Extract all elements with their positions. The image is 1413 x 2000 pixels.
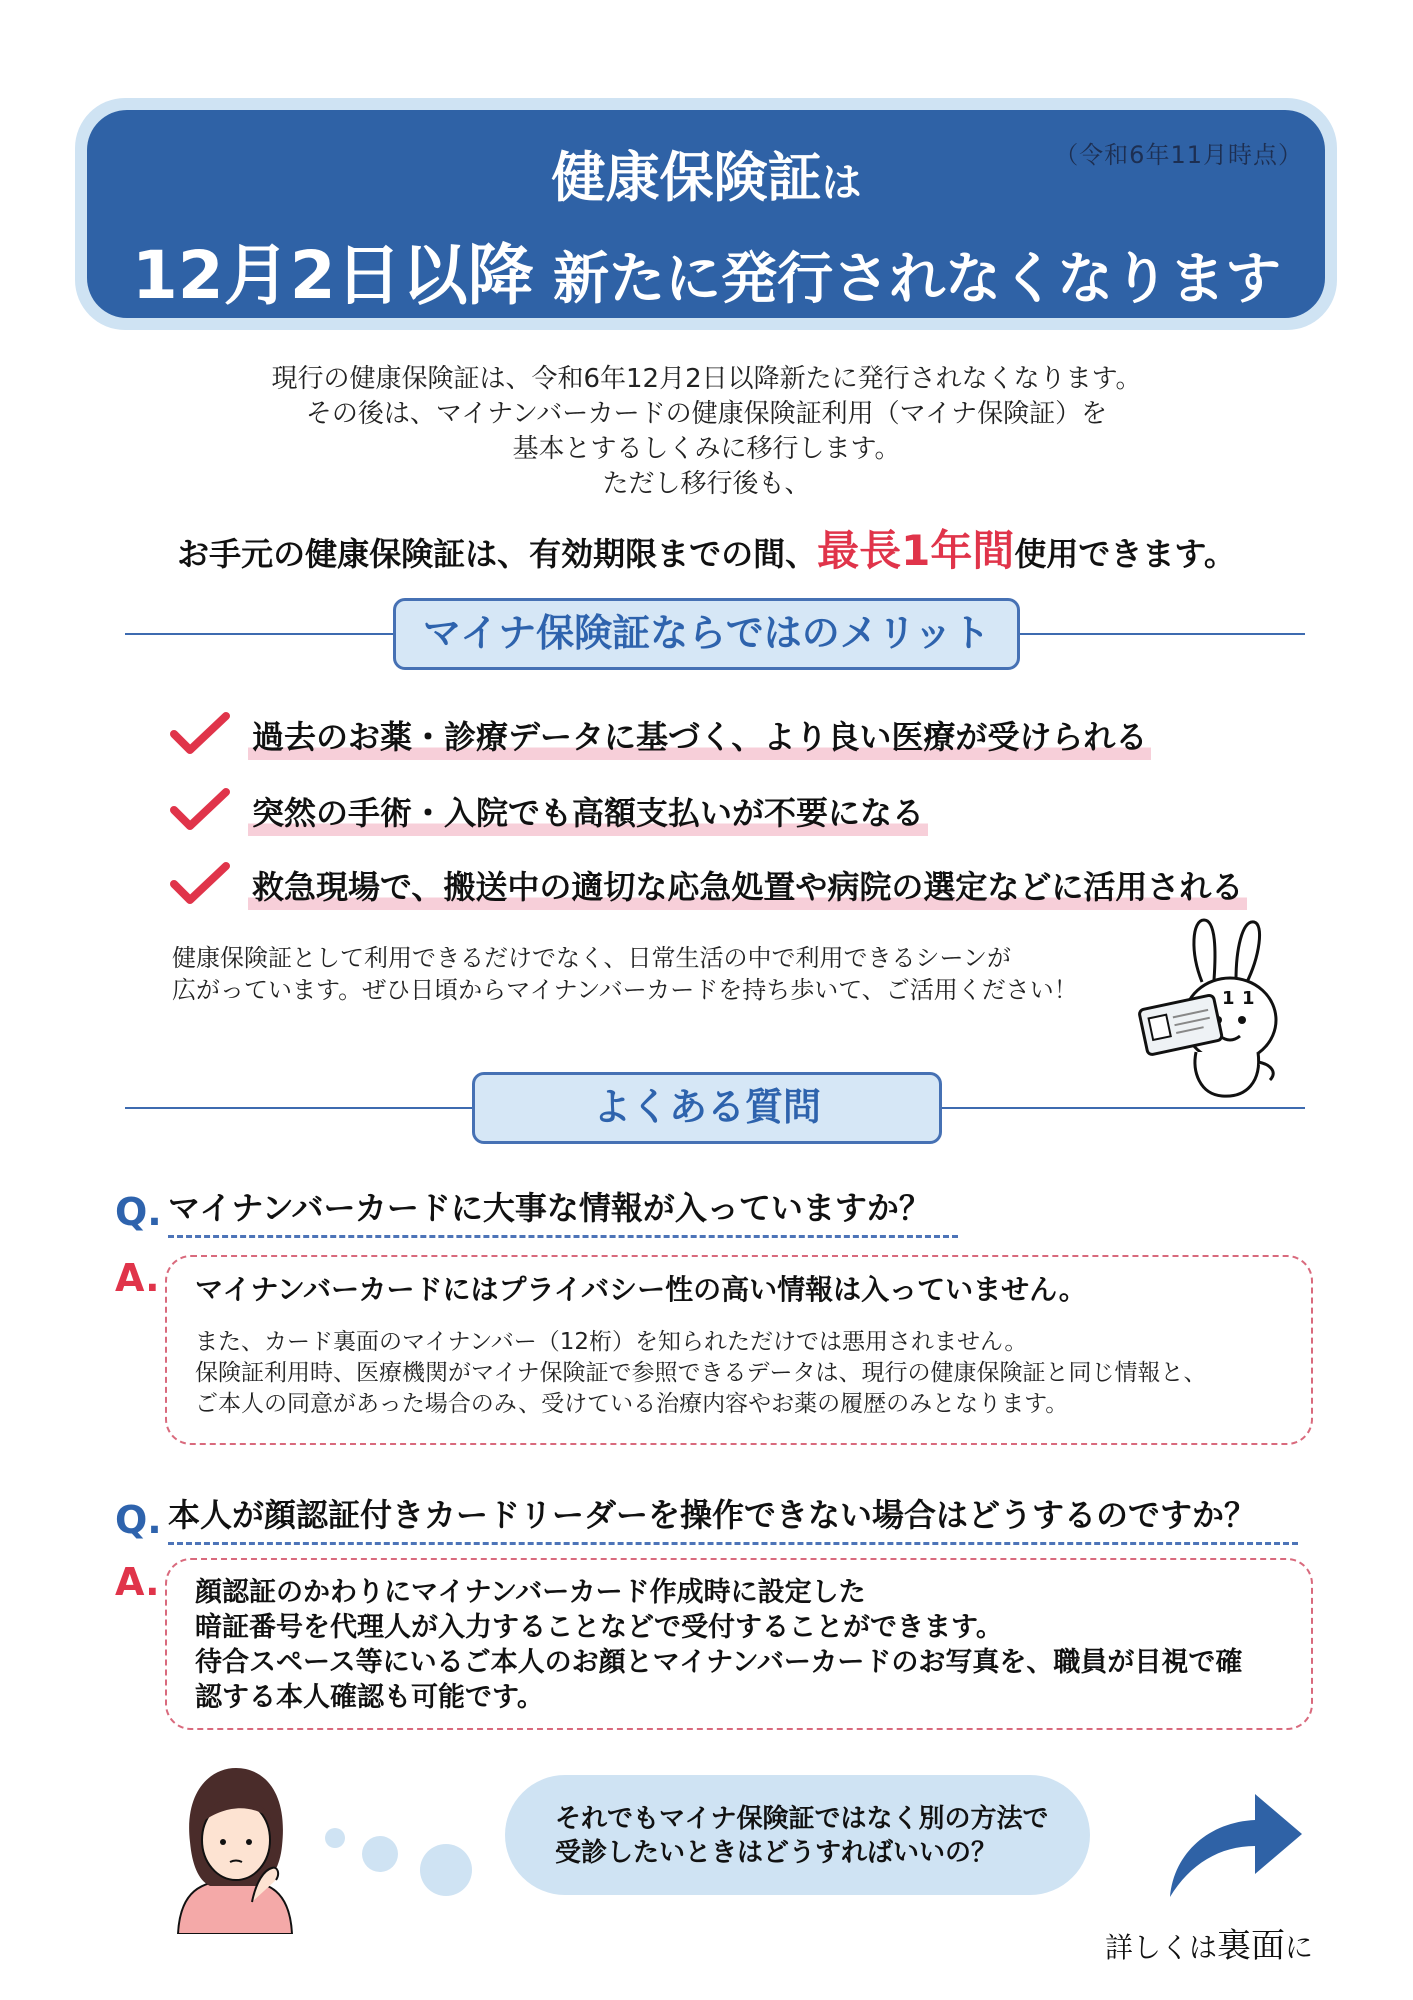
answer-line: 顔認証のかわりにマイナンバーカード作成時に設定した (195, 1577, 866, 1608)
intro-line: 基本とするしくみに移行します。 (512, 434, 901, 464)
answer-1-body (195, 1327, 1207, 1420)
answer-mark: A. (115, 1560, 160, 1604)
merits-heading: マイナ保険証ならではのメリット (393, 598, 1020, 670)
mascot-rabbit-icon (1130, 912, 1305, 1102)
faq-heading: よくある質問 (472, 1072, 942, 1144)
merit-text: 過去のお薬・診療データに基づく、より良い医療が受けられる (248, 712, 1151, 760)
merit-text: 救急現場で、搬送中の適切な応急処置や病院の選定などに活用される (248, 862, 1247, 910)
see-back-target: 裏面 (1217, 1926, 1286, 1966)
checkmark-icon (170, 862, 230, 906)
daily-use-note (172, 942, 1078, 1006)
answer-1-lead: マイナンバーカードにはプライバシー性の高い情報は入っていません。 (195, 1273, 1087, 1306)
validity-prefix: お手元の健康保険証は、有効期限までの間、 (177, 535, 818, 573)
daily-line: 広がっています。ぜひ日頃からマイナンバーカードを持ち歩いて、ご活用ください！ (172, 976, 1078, 1004)
answer-2-body (195, 1575, 1242, 1715)
thought-dot (362, 1836, 398, 1872)
intro-line: ただし移行後も、 (602, 469, 811, 499)
title-line-2 (0, 222, 1413, 317)
answer-line: 認する本人確認も可能です。 (195, 1682, 544, 1713)
validity-suffix: 使用できます。 (1014, 535, 1236, 573)
validity-statement (0, 518, 1413, 578)
question-1: マイナンバーカードに大事な情報が入っていますか？ (168, 1183, 958, 1238)
validity-period: 最長1年間 (817, 526, 1015, 575)
question-mark: Q. (115, 1190, 162, 1234)
thinking-woman-icon (160, 1762, 310, 1934)
question-2: 本人が顔認証付きカードリーダーを操作できない場合はどうするのですか？ (168, 1490, 1298, 1545)
answer-line: 保険証利用時、医療機関がマイナ保険証で参照できるデータは、現行の健康保険証と同じ情報と、 (195, 1360, 1207, 1386)
bubble-line: 受診したいときはどうすればいいの？ (555, 1838, 998, 1868)
see-back-note (1105, 1918, 1313, 1967)
intro-line: その後は、マイナンバーカードの健康保険証利用（マイナ保険証）を (305, 399, 1108, 429)
as-of-date: （令和6年11月時点） (1054, 141, 1303, 169)
thought-bubble-text (555, 1802, 1048, 1870)
curved-arrow-icon (1160, 1782, 1310, 1902)
title-date: 12月2日以降 (131, 237, 534, 314)
answer-line: 暗証番号を代理人が入力することなどで受付することができます。 (195, 1612, 1003, 1643)
answer-line: ご本人の同意があった場合のみ、受けている治療内容やお薬の履歴のみとなります。 (195, 1391, 1069, 1417)
intro-line: 現行の健康保険証は、令和6年12月2日以降新たに発行されなくなります。 (271, 364, 1142, 394)
answer-line: また、カード裏面のマイナンバー（12桁）を知られただけでは悪用されません。 (195, 1329, 1028, 1355)
merit-text: 突然の手術・入院でも高額支払いが不要になる (248, 788, 928, 836)
answer-mark: A. (115, 1256, 160, 1300)
title-rest: 新たに発行されなくなります (533, 247, 1282, 312)
title-line-1 (0, 135, 1413, 212)
question-mark: Q. (115, 1498, 162, 1542)
svg-text:1: 1 (1222, 988, 1235, 1009)
daily-line: 健康保険証として利用できるだけでなく、日常生活の中で利用できるシーンが (172, 944, 1012, 972)
thought-dot (325, 1828, 345, 1848)
checkmark-icon (170, 712, 230, 756)
see-back-prefix: 詳しくは (1105, 1931, 1218, 1964)
see-back-suffix: に (1285, 1931, 1314, 1964)
title-subject: 健康保険証 (551, 146, 822, 209)
svg-text:1: 1 (1242, 988, 1255, 1009)
checkmark-icon (170, 788, 230, 832)
answer-line: 待合スペース等にいるご本人のお顔とマイナンバーカードのお写真を、職員が目視で確 (195, 1647, 1243, 1678)
intro-paragraph (100, 362, 1313, 502)
title-particle: は (821, 160, 862, 206)
bubble-line: それでもマイナ保険証ではなく別の方法で (555, 1804, 1049, 1834)
thought-dot (420, 1844, 472, 1896)
